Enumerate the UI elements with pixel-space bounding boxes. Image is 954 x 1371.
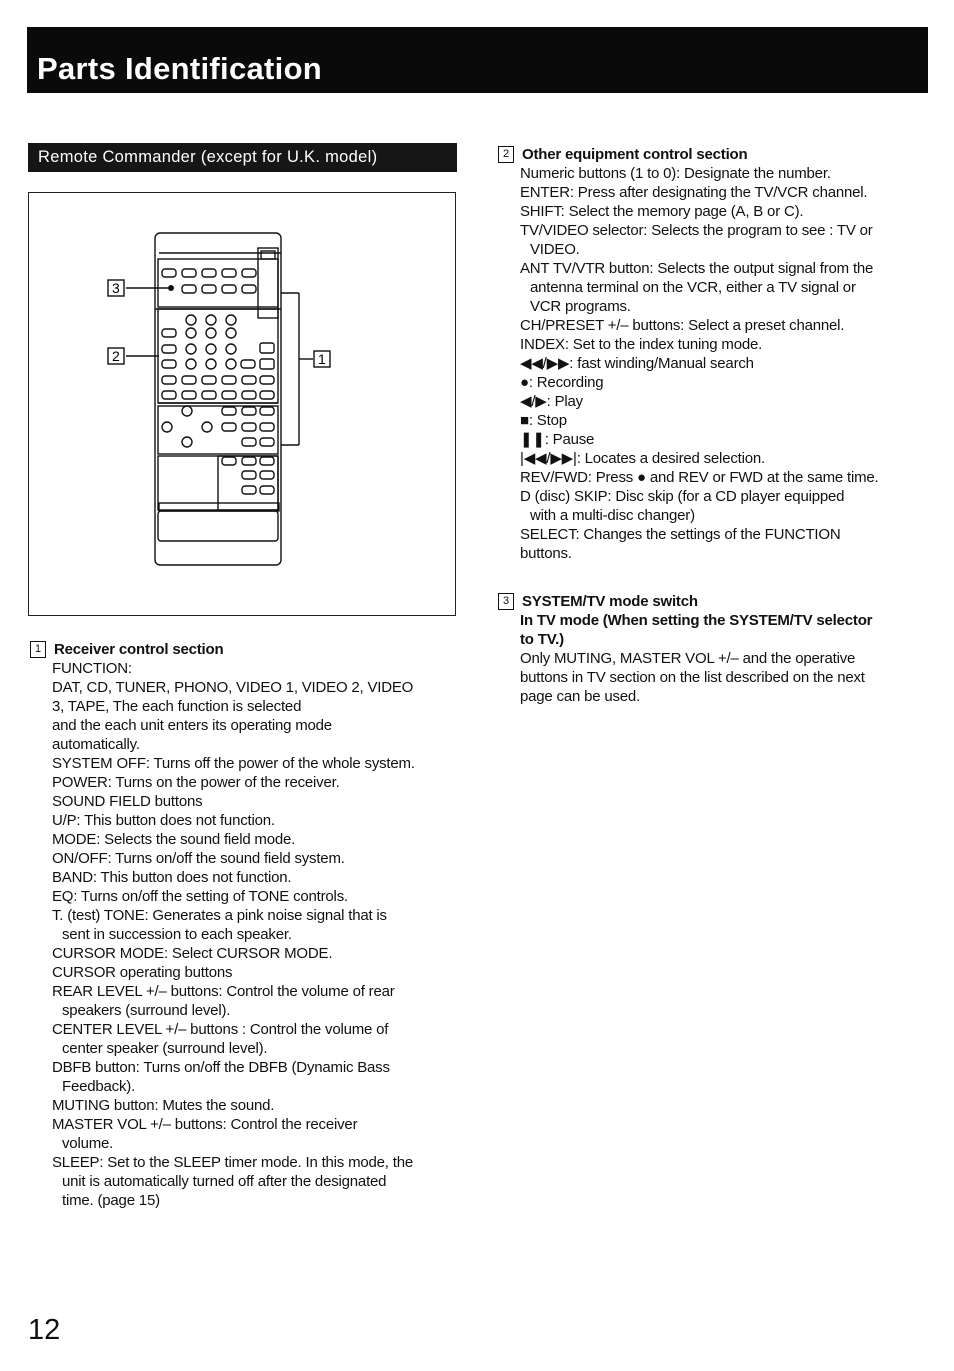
text-line: INDEX: Set to the index tuning mode. <box>520 336 763 353</box>
text-line: CENTER LEVEL +/– buttons : Control the volume of <box>52 1021 389 1038</box>
text-line: SYSTEM OFF: Turns off the power of the whole system. <box>52 755 415 772</box>
text-line: D (disc) SKIP: Disc skip (for a CD player equipped <box>520 488 845 505</box>
text-line: ENTER: Press after designating the TV/VCR channel. <box>520 184 868 201</box>
text-line: SELECT: Changes the settings of the FUNCTION <box>520 526 841 543</box>
callout-1: 1 <box>318 351 326 367</box>
text-line: CH/PRESET +/– buttons: Select a preset channel. <box>520 317 845 334</box>
text-line: center speaker (surround level). <box>62 1040 268 1057</box>
text-line: U/P: This button does not function. <box>52 812 275 829</box>
section-number-3: 3 <box>498 593 514 610</box>
page-number: 12 <box>28 1314 61 1346</box>
system-subtitle-line: to TV.) <box>520 631 564 648</box>
text-line: |◀◀/▶▶|: Locates a desired selection. <box>520 450 765 467</box>
title-bar <box>27 27 928 93</box>
receiver-section-title: Receiver control section <box>54 641 224 658</box>
section-number-2: 2 <box>498 146 514 163</box>
text-line: ANT TV/VTR button: Selects the output signal from the <box>520 260 874 277</box>
system-tv-section <box>498 592 918 706</box>
section-number-1: 1 <box>30 641 46 658</box>
other-section-title: Other equipment control section <box>522 146 748 163</box>
other-section-heading <box>498 145 918 164</box>
text-line: DAT, CD, TUNER, PHONO, VIDEO 1, VIDEO 2, VIDEO <box>52 679 414 696</box>
text-line: speakers (surround level). <box>62 1002 231 1019</box>
text-line: ■: Stop <box>520 412 567 429</box>
callout-3: 3 <box>112 280 120 296</box>
system-section-title: SYSTEM/TV mode switch <box>522 593 698 610</box>
text-line: SHIFT: Select the memory page (A, B or C). <box>520 203 804 220</box>
subheading: Remote Commander (except for U.K. model) <box>38 148 378 166</box>
text-line: buttons in TV section on the list described on the next <box>520 669 865 686</box>
text-line: MASTER VOL +/– buttons: Control the receiver <box>52 1116 358 1133</box>
receiver-section-body <box>30 659 450 1210</box>
text-line: T. (test) TONE: Generates a pink noise signal that is <box>52 907 387 924</box>
text-line: automatically. <box>52 736 140 753</box>
page-title: Parts Identification <box>37 51 323 86</box>
text-line: Only MUTING, MASTER VOL +/– and the operative <box>520 650 856 667</box>
text-line: time. (page 15) <box>62 1192 160 1209</box>
text-line: VCR programs. <box>530 298 631 315</box>
text-line: 3, TAPE, The each function is selected <box>52 698 302 715</box>
text-line: BAND: This button does not function. <box>52 869 292 886</box>
subheading-bar <box>28 143 457 172</box>
other-section-body <box>498 164 918 563</box>
text-line: SOUND FIELD buttons <box>52 793 203 810</box>
text-line: and the each unit enters its operating mode <box>52 717 332 734</box>
receiver-section-heading <box>30 640 450 659</box>
text-line: ❚❚: Pause <box>520 431 595 448</box>
system-section-heading <box>498 592 918 611</box>
text-line: TV/VIDEO selector: Selects the program to see : TV or <box>520 222 873 239</box>
text-line: REV/FWD: Press ● and REV or FWD at the same time. <box>520 469 879 486</box>
text-line: ●: Recording <box>520 374 604 391</box>
text-line: POWER: Turns on the power of the receiver. <box>52 774 340 791</box>
text-line: ON/OFF: Turns on/off the sound field system. <box>52 850 345 867</box>
receiver-section <box>30 640 450 1210</box>
text-line: VIDEO. <box>530 241 580 258</box>
text-line: REAR LEVEL +/– buttons: Control the volume of rear <box>52 983 395 1000</box>
system-section-body <box>498 649 918 706</box>
text-line: CURSOR MODE: Select CURSOR MODE. <box>52 945 333 962</box>
text-line: ◀◀/▶▶: fast winding/Manual search <box>520 355 754 372</box>
text-line: MUTING button: Mutes the sound. <box>52 1097 275 1114</box>
text-line: antenna terminal on the VCR, either a TV signal or <box>530 279 856 296</box>
text-line: SLEEP: Set to the SLEEP timer mode. In this mode, the <box>52 1154 413 1171</box>
text-line: ◀/▶: Play <box>520 393 583 410</box>
text-line: with a multi-disc changer) <box>530 507 695 524</box>
text-line: CURSOR operating buttons <box>52 964 233 981</box>
text-line: sent in succession to each speaker. <box>62 926 292 943</box>
other-equipment-section <box>498 145 918 563</box>
remote-diagram <box>28 192 456 616</box>
callout-2: 2 <box>112 348 120 364</box>
right-column <box>498 145 918 706</box>
text-line: EQ: Turns on/off the setting of TONE controls. <box>52 888 348 905</box>
text-line: buttons. <box>520 545 572 562</box>
text-line: Feedback). <box>62 1078 136 1095</box>
system-section-subtitle <box>498 611 918 649</box>
text-line: volume. <box>62 1135 114 1152</box>
text-line: Numeric buttons (1 to 0): Designate the number. <box>520 165 831 182</box>
system-subtitle-line: In TV mode (When setting the SYSTEM/TV selector <box>520 612 873 629</box>
text-line: FUNCTION: <box>52 660 132 677</box>
text-line: page can be used. <box>520 688 641 705</box>
text-line: MODE: Selects the sound field mode. <box>52 831 296 848</box>
remote-illustration <box>29 193 457 617</box>
text-line: unit is automatically turned off after the designated <box>62 1173 387 1190</box>
text-line: DBFB button: Turns on/off the DBFB (Dynamic Bass <box>52 1059 390 1076</box>
